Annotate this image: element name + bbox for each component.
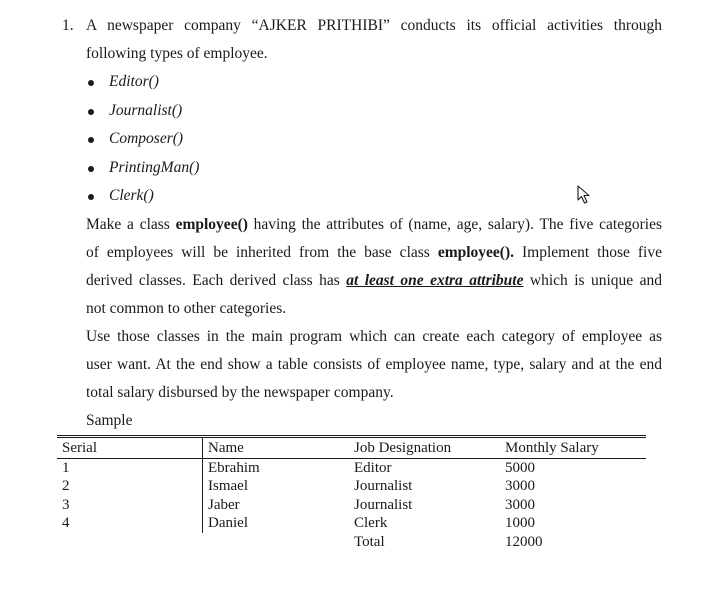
table-row: 2 Ismael Journalist 3000 <box>57 477 646 495</box>
header-job-designation: Job Designation <box>354 440 452 456</box>
table-row: 4 Daniel Clerk 1000 <box>57 514 646 532</box>
paragraph2-line2: user want. At the end show a table consists of employee name, type, salary and at the end <box>86 355 662 373</box>
paragraph2-line1: Use those classes in the main program which can create each category of employee as <box>86 327 662 345</box>
paragraph2-line3: total salary disbursed by the newspaper company. <box>86 383 394 401</box>
header-name: Name <box>208 440 244 456</box>
list-item: Clerk() <box>62 182 662 211</box>
table-header-row <box>57 437 646 459</box>
total-label: Total <box>354 533 385 550</box>
paragraph1-line3: derived classes. Each derived class has at least one extra attribute which is unique and <box>86 271 662 289</box>
question-number: 1. <box>62 17 74 34</box>
question-intro-line1: 1. A newspaper company “AJKER PRITHIBI” conducts its official activities through <box>62 12 662 40</box>
total-value: 12000 <box>505 533 543 550</box>
mouse-pointer-icon <box>577 185 593 205</box>
sample-label: Sample <box>86 411 133 429</box>
list-item: Composer() <box>62 125 662 154</box>
list-item: PrintingMan() <box>62 154 662 183</box>
table-row: 1 Ebrahim Editor 5000 <box>57 459 646 478</box>
sample-employee-table <box>57 435 646 551</box>
paragraph1-line2: of employees will be inherited from the base class employee(). Implement those five <box>86 243 662 261</box>
list-item: Journalist() <box>62 97 662 126</box>
employee-type-list <box>62 68 662 211</box>
question-intro-line2: following types of employee. <box>86 45 268 62</box>
bullet-icon <box>88 137 94 143</box>
table-row: 3 Jaber Journalist 3000 <box>57 496 646 514</box>
paragraph1-line1: Make a class employee() having the attributes of (name, age, salary). The five categories <box>86 215 662 233</box>
bullet-icon <box>88 80 94 86</box>
emphasis-extra-attribute: at least one extra attribute <box>346 271 524 289</box>
header-monthly-salary: Monthly Salary <box>505 440 599 456</box>
paragraph1-line4: not common to other categories. <box>86 299 287 317</box>
table-total-row <box>57 533 646 551</box>
list-item: Editor() <box>62 68 662 97</box>
header-serial: Serial <box>57 437 203 459</box>
question-block <box>62 12 662 435</box>
bullet-icon <box>88 194 94 200</box>
bullet-icon <box>88 166 94 172</box>
bullet-icon <box>88 109 94 115</box>
